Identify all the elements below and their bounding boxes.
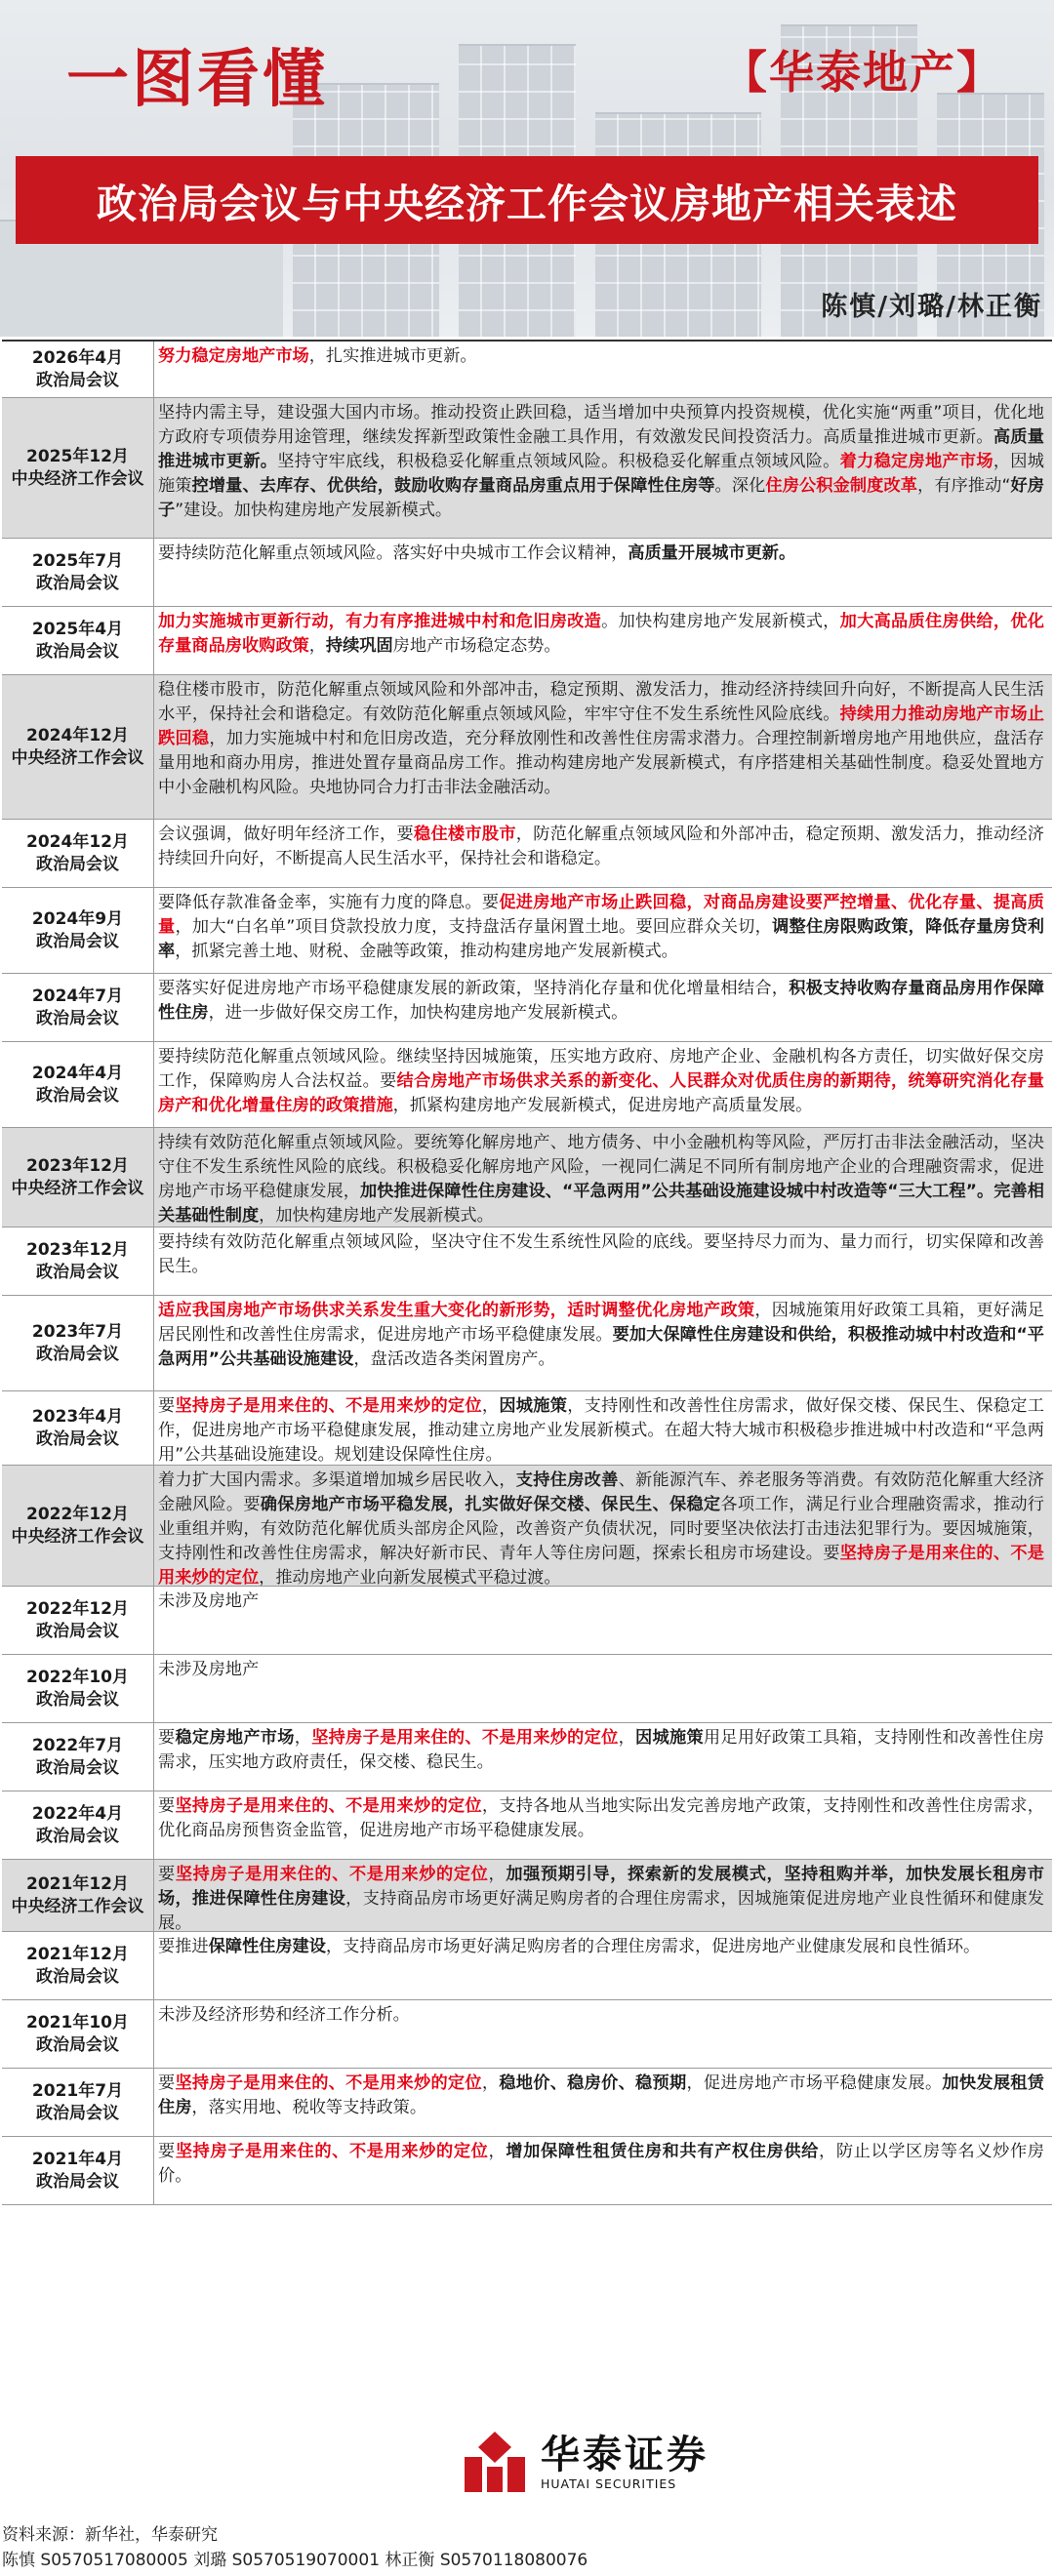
authors: 陈慎/刘璐/林正衡 — [821, 292, 1042, 322]
statement-cell — [154, 1466, 1052, 1586]
meeting-cell — [2, 1587, 154, 1654]
highlight-text: 坚持房子是用来住的、不是用来炒的定位 — [175, 1865, 489, 1884]
bold-text: 支持住房改善 — [515, 1470, 619, 1490]
statement-cell — [154, 2069, 1052, 2136]
meeting-name: 政治局会议 — [36, 1621, 119, 1641]
meeting-cell — [2, 1932, 154, 1999]
table-row — [2, 1860, 1052, 1932]
statement-text: ，进一步做好保交房工作，加快构建房地产发展新模式。 — [208, 1003, 628, 1023]
meeting-name: 政治局会议 — [36, 1085, 119, 1106]
statement-text: 要落实好促进房地产市场平稳健康发展的新政策，坚持消化存量和优化增量相结合， — [158, 979, 790, 998]
bold-text: 积极支持收购存量商品房用作保障性住房 — [158, 979, 1044, 1023]
table-row — [2, 1128, 1052, 1228]
meeting-name: 中央经济工作会议 — [11, 1526, 144, 1547]
meeting-cell — [2, 1228, 154, 1295]
meeting-cell — [2, 1655, 154, 1722]
meeting-name: 政治局会议 — [36, 854, 119, 874]
statement-cell — [154, 342, 1052, 397]
main-title: 一图看懂 — [66, 44, 328, 116]
bold-text: 好房子 — [158, 476, 1044, 520]
meeting-cell — [2, 888, 154, 973]
table-row — [2, 342, 1052, 398]
statement-text: ， — [481, 2073, 500, 2093]
statement-text: ，促进房地产市场平稳健康发展。 — [686, 2073, 943, 2093]
bold-text: 调整住房限购政策，降低存量房贷利率 — [158, 917, 1044, 961]
table-row — [2, 2069, 1052, 2137]
bold-text: 增加保障性租赁住房和共有产权住房供给 — [506, 2142, 819, 2161]
table-row — [2, 2137, 1052, 2205]
highlight-text: 持续用力推动房地产市场止跌回稳 — [158, 704, 1044, 748]
statement-cell — [154, 398, 1052, 538]
meeting-cell — [2, 1791, 154, 1859]
statement-text: 坚持内需主导，建设强大国内市场。推动投资止跌回稳，适当增加中央预算内投资规模，优化实施“两重”项目，优化地方政府专项债券用途管理，继续发挥新型政策性金融工具作用，有效激发民间投资活力。高质量推进城市更新。 — [158, 403, 1044, 447]
meeting-name: 中央经济工作会议 — [11, 747, 144, 768]
highlight-text: 坚持房子是用来住的、不是用来炒的定位 — [175, 1796, 482, 1816]
statement-text: 。加快构建房地产发展新模式， — [601, 612, 840, 631]
meeting-cell — [2, 974, 154, 1041]
meeting-date: 2022年4月 — [31, 1803, 124, 1824]
statement-text: ，因城施策 — [158, 452, 1044, 496]
bold-text: 要加大保障性住房建设和供给，积极推动城中村改造和“平急两用”公共基础设施建设 — [158, 1325, 1044, 1369]
statement-text: ，支持刚性和改善性住房需求，做好保交楼、保民生、保稳定工作，促进房地产市场平稳健康发展，推动建立房地产业发展新模式。在超大特大城市积极稳步推进城中村改造和“平急两用”公共基础设施建设。规划建设保障性住房。 — [158, 1396, 1044, 1465]
table-row — [2, 1228, 1052, 1296]
statement-text: 稳住楼市股市，防范化解重点领域风险和外部冲击，稳定预期、激发活力，推动经济持续回升向好，不断提高人民生活水平，保持社会和谐稳定。有效防范化解重点领域风险，牢牢守住不发生系统性风险底线。 — [158, 680, 1044, 724]
statement-text: ， — [488, 2142, 507, 2161]
highlight-text: 坚持房子是用来住的、不是用来炒的定位 — [175, 2142, 489, 2161]
highlight-text: 促进房地产市场止跌回稳，对商品房建设要严控增量、优化存量、提高质量 — [158, 893, 1044, 937]
table-row — [2, 1466, 1052, 1587]
meeting-date: 2023年12月 — [26, 1155, 129, 1176]
statement-text: ，加力实施城中村和危旧房改造，充分释放刚性和改善性住房需求潜力。合理控制新增房地产用地供应，盘活存量用地和商办用房，推进处置存量商品房工作。推动构建房地产发展新模式，有序搭建相关基础性制度。稳妥处置地方中小金融机构风险。央地协同合力打击非法金融活动。 — [158, 729, 1044, 797]
table-row — [2, 888, 1052, 974]
table-row — [2, 1296, 1052, 1391]
statement-text: 要持续防范化解重点领域风险。落实好中央城市工作会议精神， — [158, 543, 628, 563]
meeting-name: 政治局会议 — [36, 1689, 119, 1710]
table-row — [2, 1655, 1052, 1723]
statement-text: 持续有效防范化解重点领域风险。要统筹化解房地产、地方债务、中小金融机构等风险，严厉打击非法金融活动，坚决守住不发生系统性风险的底线。积极稳妥化解房地产风险，一视同仁满足不同所有制房地产企业的合理融资需求，促进房地产市场平稳健康发展， — [158, 1133, 1044, 1201]
statement-cell — [154, 1296, 1052, 1390]
highlight-text: 住房公积金制度改革 — [765, 476, 918, 496]
statement-cell — [154, 1042, 1052, 1127]
statement-text: 要 — [158, 2142, 176, 2161]
table-row — [2, 974, 1052, 1042]
table-row — [2, 820, 1052, 888]
highlight-text: 稳住楼市股市 — [414, 825, 516, 844]
meeting-name: 政治局会议 — [36, 370, 119, 390]
statement-text: ，推动房地产业向新发展模式平稳过渡。 — [259, 1568, 561, 1586]
highlight-text: 加大高品质住房供给，优化存量商品房收购政策 — [158, 612, 1044, 656]
statement-text: 要 — [158, 1865, 176, 1884]
statement-text: ，防止以学区房等名义炒作房价。 — [158, 2142, 1044, 2186]
table-row — [2, 1723, 1052, 1791]
meeting-date: 2021年10月 — [26, 2012, 129, 2033]
meeting-cell — [2, 342, 154, 397]
statement-cell — [154, 974, 1052, 1041]
meeting-name: 政治局会议 — [36, 931, 119, 951]
statement-text: 要 — [158, 1396, 176, 1416]
statement-text: 要推进 — [158, 1937, 209, 1956]
bold-text: 稳地价、稳房价、稳预期 — [499, 2073, 687, 2093]
huatai-logo-icon — [461, 2428, 529, 2496]
meeting-cell — [2, 820, 154, 887]
meeting-date: 2023年4月 — [31, 1406, 124, 1427]
highlight-text: 加力实施城市更新行动，有力有序推进城中村和危旧房改造 — [158, 612, 602, 631]
statement-cell — [154, 675, 1052, 819]
meeting-date: 2022年12月 — [26, 1598, 129, 1619]
meeting-cell — [2, 398, 154, 538]
bold-text: 保障性住房建设 — [208, 1937, 326, 1956]
meeting-name: 政治局会议 — [36, 2034, 119, 2055]
statement-text: ，抓紧构建房地产发展新模式，促进房地产高质量发展。 — [392, 1096, 813, 1115]
meeting-date: 2024年9月 — [31, 908, 124, 929]
meeting-date: 2021年7月 — [31, 2080, 124, 2101]
meeting-cell — [2, 2000, 154, 2068]
table-row — [2, 539, 1052, 607]
highlight-text: 坚持房子是用来住的、不是用来炒的定位 — [311, 1728, 619, 1748]
statement-text: 要 — [158, 1728, 176, 1748]
header-banner — [0, 0, 1054, 337]
statement-text: 着力扩大国内需求。多渠道增加城乡居民收入， — [158, 1470, 516, 1490]
meeting-date: 2021年4月 — [31, 2149, 124, 2169]
statement-text: ，支持商品房市场更好满足购房者的合理住房需求，促进房地产业健康发展和良性循环。 — [325, 1937, 981, 1956]
meeting-cell — [2, 2137, 154, 2204]
statement-cell — [154, 888, 1052, 973]
table-row — [2, 1932, 1052, 2000]
meeting-name: 政治局会议 — [36, 2103, 119, 2123]
statement-text: 要持续防范化解重点领域风险。继续坚持因城施策，压实地方政府、房地产企业、金融机构各方责任，切实做好保交房工作，保障购房人合法权益。要 — [158, 1047, 1044, 1091]
bold-text: 加强预期引导，探索新的发展模式，坚持租购并举，加快发展长租房市场，推进保障性住房建设 — [158, 1865, 1044, 1909]
statement-text: ，因城施策用好政策工具箱，更好满足居民刚性和改善性住房需求，促进房地产市场平稳健康发展。 — [158, 1301, 1044, 1345]
statement-text: ，落实用地、税收等支持政策。 — [191, 2098, 427, 2117]
highlight-text: 结合房地产市场供求关系的新变化、人民群众对优质住房的新期待，统筹研究消化存量房产和优化增量住房的政策措施 — [158, 1071, 1044, 1115]
statement-text: 要降低存款准备金率，实施有力度的降息。要 — [158, 893, 500, 912]
statement-text: 会议强调，做好明年经济工作，要 — [158, 825, 414, 844]
highlight-text: 坚持房子是用来住的、不是用来炒的定位 — [158, 1544, 1044, 1586]
meeting-date: 2023年7月 — [31, 1321, 124, 1342]
meeting-cell — [2, 539, 154, 606]
meeting-cell — [2, 2069, 154, 2136]
analyst-licenses: 陈慎 S0570517080005 刘璐 S0570519070001 林正衡 S0570118080076 — [2, 2551, 588, 2570]
meeting-date: 2024年4月 — [31, 1063, 124, 1083]
logo-name-cn: 华泰证券 — [541, 2432, 709, 2477]
statement-text: ，加大“白名单”项目贷款投放力度，支持盘活存量闲置土地。要回应群众关切， — [175, 917, 773, 937]
statement-text: ，加快构建房地产发展新模式。 — [259, 1206, 494, 1226]
statement-text: 未涉及经济形势和经济工作分析。 — [158, 2005, 410, 2025]
meeting-date: 2024年12月 — [26, 725, 129, 745]
table-row — [2, 2000, 1052, 2069]
brand-tag: 【华泰地产】 — [722, 46, 1003, 99]
statement-cell — [154, 607, 1052, 674]
statement-cell — [154, 1791, 1052, 1859]
meeting-name: 政治局会议 — [36, 1429, 119, 1449]
statement-text: ，抓紧完善土地、财税、金融等政策，推动构建房地产发展新模式。 — [175, 942, 678, 961]
statement-cell — [154, 2000, 1052, 2068]
meeting-name: 中央经济工作会议 — [11, 468, 144, 489]
meeting-name: 政治局会议 — [36, 573, 119, 593]
logo-name-en: HUATAI SECURITIES — [541, 2475, 677, 2491]
meeting-name: 政治局会议 — [36, 1008, 119, 1028]
statement-cell — [154, 1587, 1052, 1654]
meeting-cell — [2, 1042, 154, 1127]
meeting-date: 2023年12月 — [26, 1239, 129, 1260]
bold-text: 因城施策 — [635, 1728, 704, 1748]
statement-text: ，防范化解重点领域风险和外部冲击，稳定预期、激发活力，推动经济持续回升向好，不断提高人民生活水平，保持社会和谐稳定。 — [158, 825, 1044, 868]
policy-table — [2, 340, 1052, 2205]
meeting-date: 2022年12月 — [26, 1504, 129, 1524]
table-row — [2, 675, 1052, 820]
bold-text: 控增量、去库存、优供给，鼓励收购存量商品房重点用于保障性住房等 — [191, 476, 715, 496]
statement-text: ， — [294, 1728, 312, 1748]
statement-text: ，支持商品房市场更好满足购房者的合理住房需求，因城施策促进房地产业良性循环和健康发展。 — [158, 1889, 1044, 1931]
meeting-cell — [2, 1723, 154, 1791]
meeting-cell — [2, 675, 154, 819]
meeting-name: 政治局会议 — [36, 1966, 119, 1987]
statement-text: 未涉及房地产 — [158, 1591, 260, 1611]
statement-text: ， — [618, 1728, 636, 1748]
meeting-date: 2021年12月 — [26, 1944, 129, 1964]
meeting-name: 政治局会议 — [36, 1757, 119, 1778]
subtitle-banner — [16, 156, 1038, 244]
meeting-date: 2022年7月 — [31, 1735, 124, 1755]
statement-text: ，有序推动“ — [917, 476, 1011, 496]
statement-text: ，支持各地从当地实际出发完善房地产政策，支持刚性和改善性住房需求，优化商品房预售资金监管，促进房地产市场平稳健康发展。 — [158, 1796, 1044, 1840]
meeting-cell — [2, 1466, 154, 1586]
statement-text: ，扎实推进城市更新。 — [308, 346, 477, 366]
meeting-cell — [2, 1296, 154, 1390]
statement-cell — [154, 1228, 1052, 1295]
statement-cell — [154, 1128, 1052, 1227]
statement-text: ， — [308, 636, 326, 656]
statement-text: 坚持守牢底线，积极稳妥化解重点领域风险。积极稳妥化解重点领域风险。 — [277, 452, 840, 471]
highlight-text: 适应我国房地产市场供求关系发生重大变化的新形势，适时调整优化房地产政策 — [158, 1301, 755, 1320]
bold-text: 确保房地产市场平稳发展，扎实做好保交楼、保民生、保稳定 — [260, 1495, 721, 1514]
highlight-text: 着力稳定房地产市场 — [839, 452, 993, 471]
meeting-name: 政治局会议 — [36, 1262, 119, 1282]
meeting-cell — [2, 1860, 154, 1931]
statement-text: ， — [488, 1865, 507, 1884]
meeting-date: 2025年12月 — [26, 446, 129, 466]
statement-text: 用足用好政策工具箱，支持刚性和改善性住房需求，压实地方政府责任，保交楼、稳民生。 — [158, 1728, 1044, 1772]
table-row — [2, 1791, 1052, 1860]
meeting-name: 政治局会议 — [36, 2171, 119, 2192]
meeting-date: 2025年4月 — [31, 619, 124, 639]
table-row — [2, 1391, 1052, 1466]
statement-text: 未涉及房地产 — [158, 1660, 260, 1679]
meeting-cell — [2, 1391, 154, 1465]
statement-cell — [154, 2137, 1052, 2204]
meeting-date: 2021年12月 — [26, 1873, 129, 1894]
meeting-date: 2024年7月 — [31, 986, 124, 1006]
statement-text: 房地产市场稳定态势。 — [392, 636, 561, 656]
highlight-text: 坚持房子是用来住的、不是用来炒的定位 — [175, 1396, 482, 1416]
bold-text: 加快推进保障性住房建设、“平急两用”公共基础设施建设城中村改造等“三大工程”。完善相关基础性制度 — [158, 1182, 1044, 1226]
statement-text: 各项工作，满足行业合理融资需求，推动行业重组并购，有效防范化解优质头部房企风险，改善资产负债状况，同时要坚决依法打击违法犯罪行为。要因城施策，支持刚性和改善性住房需求，解决好新市民、青年人等住房问题，探索长租房市场建设。要 — [158, 1495, 1044, 1563]
highlight-text: 坚持房子是用来住的、不是用来炒的定位 — [175, 2073, 482, 2093]
statement-text: ，盘活改造各类闲置房产。 — [353, 1349, 555, 1369]
table-row — [2, 607, 1052, 675]
statement-text: 要持续有效防范化解重点领域风险，坚决守住不发生系统性风险的底线。要坚持尽力而为、量力而行，切实保障和改善民生。 — [158, 1232, 1044, 1276]
statement-cell — [154, 1391, 1052, 1465]
statement-cell — [154, 1860, 1052, 1931]
meeting-date: 2024年12月 — [26, 831, 129, 852]
meeting-name: 政治局会议 — [36, 1344, 119, 1364]
statement-cell — [154, 1932, 1052, 1999]
meeting-date: 2025年7月 — [31, 550, 124, 571]
highlight-text: 努力稳定房地产市场 — [158, 346, 309, 366]
statement-text: 。深化 — [714, 476, 766, 496]
meeting-name: 政治局会议 — [36, 641, 119, 662]
meeting-date: 2026年4月 — [31, 347, 124, 368]
company-logo — [461, 2428, 709, 2496]
table-row — [2, 1042, 1052, 1128]
page-title: 政治局会议与中央经济工作会议房地产相关表述 — [97, 180, 957, 227]
statement-cell — [154, 1655, 1052, 1722]
meeting-name: 中央经济工作会议 — [11, 1178, 144, 1198]
table-row — [2, 398, 1052, 539]
statement-text: ”建设。加快构建房地产发展新模式。 — [175, 501, 453, 520]
meeting-cell — [2, 607, 154, 674]
table-row — [2, 1587, 1052, 1655]
statement-cell — [154, 1723, 1052, 1791]
source-note: 资料来源：新华社，华泰研究 — [2, 2525, 218, 2545]
statement-cell — [154, 820, 1052, 887]
statement-text: ， — [481, 1396, 500, 1416]
bold-text: 加快发展租赁住房 — [158, 2073, 1044, 2117]
bold-text: 因城施策 — [499, 1396, 568, 1416]
statement-text: 要 — [158, 2073, 176, 2093]
bold-text: 高质量推进城市更新。 — [158, 427, 1044, 471]
meeting-name: 政治局会议 — [36, 1826, 119, 1846]
bold-text: 高质量开展城市更新。 — [628, 543, 796, 563]
meeting-date: 2022年10月 — [26, 1667, 129, 1687]
bold-text: 持续巩固 — [325, 636, 393, 656]
statement-text: 要 — [158, 1796, 176, 1816]
statement-text: 、新能源汽车、养老服务等消费。有效防范化解重大经济金融风险。要 — [158, 1470, 1044, 1514]
meeting-cell — [2, 1128, 154, 1227]
statement-cell — [154, 539, 1052, 606]
bold-text: 稳定房地产市场 — [175, 1728, 295, 1748]
meeting-name: 中央经济工作会议 — [11, 1896, 144, 1916]
